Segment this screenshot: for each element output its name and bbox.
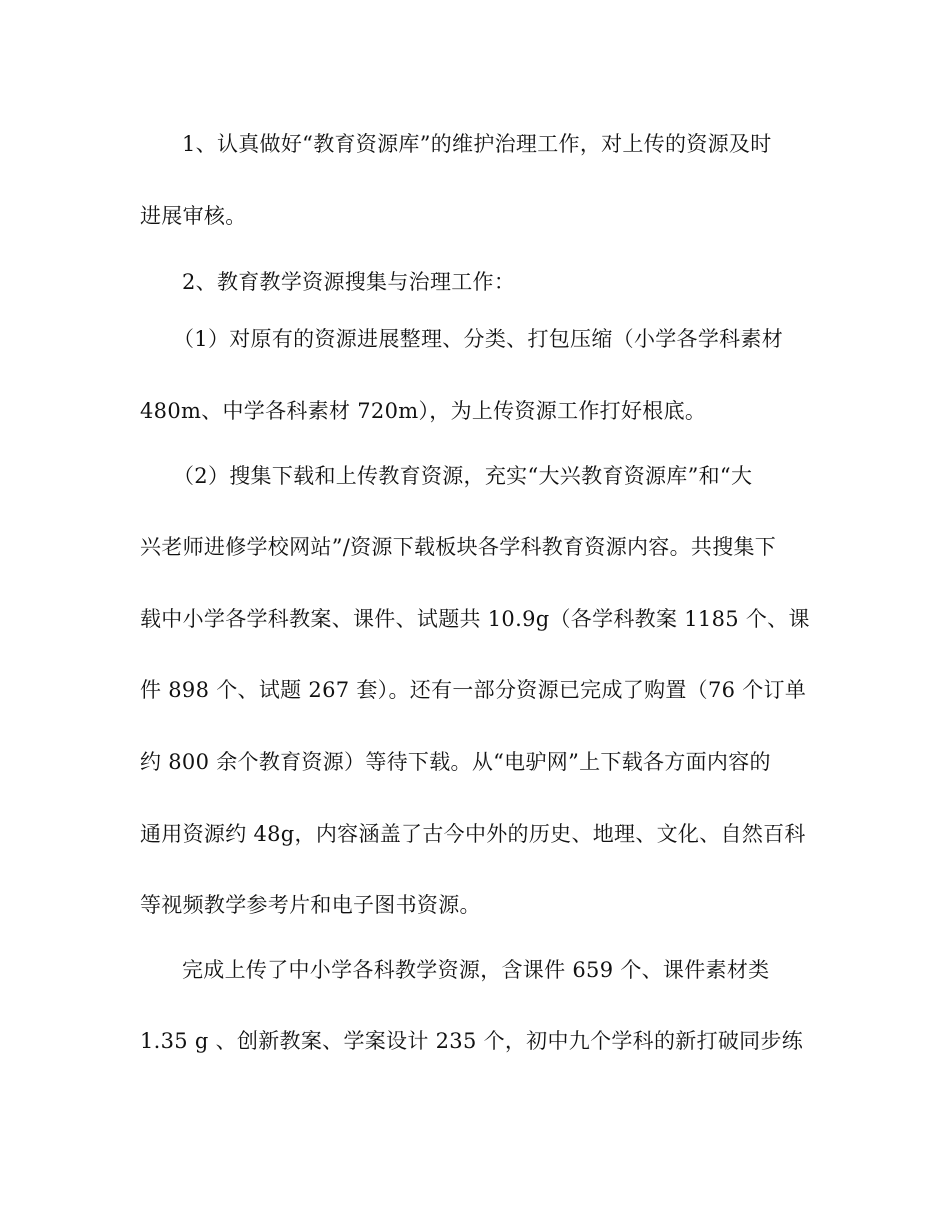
item-2-line-2: 兴老师进修学校网站”/资源下载板块各学科教育资源内容。共搜集下 [140,535,777,559]
paragraph-1-line-2: 进展审核。 [140,204,247,228]
item-2-line-3: 载中小学各学科教案、课件、试题共 10.9g（各学科教案 1185 个、课 [140,607,810,631]
item-2-line-1: （2）搜集下载和上传教育资源，充实“大兴教育资源库”和“大 [173,464,753,488]
paragraph-3-line-1: 完成上传了中小学各科教学资源，含课件 659 个、课件素材类 [182,958,770,982]
paragraph-3-line-2: 1.35 g 、创新教案、学案设计 235 个，初中九个学科的新打破同步练 [140,1029,804,1053]
item-2-line-7: 等视频教学参考片和电子图书资源。 [140,893,481,917]
item-1-line-1: （1）对原有的资源进展整理、分类、打包压缩（小学各学科素材 [173,327,784,351]
item-2-line-5: 约 800 余个教育资源）等待下载。从“电驴网”上下载各方面内容的 [140,750,771,774]
item-2-line-6: 通用资源约 48g，内容涵盖了古今中外的历史、地理、文化、自然百科 [140,822,806,846]
item-2-line-4: 件 898 个、试题 267 套）。还有一部分资源已完成了购置（76 个订单 [140,678,807,702]
paragraph-1-line-1: 1、认真做好“教育资源库”的维护治理工作，对上传的资源及时 [182,132,772,156]
item-1-line-2: 480m、中学各科素材 720m），为上传资源工作打好根底。 [140,399,707,423]
paragraph-2-heading: 2、教育教学资源搜集与治理工作： [182,270,516,294]
